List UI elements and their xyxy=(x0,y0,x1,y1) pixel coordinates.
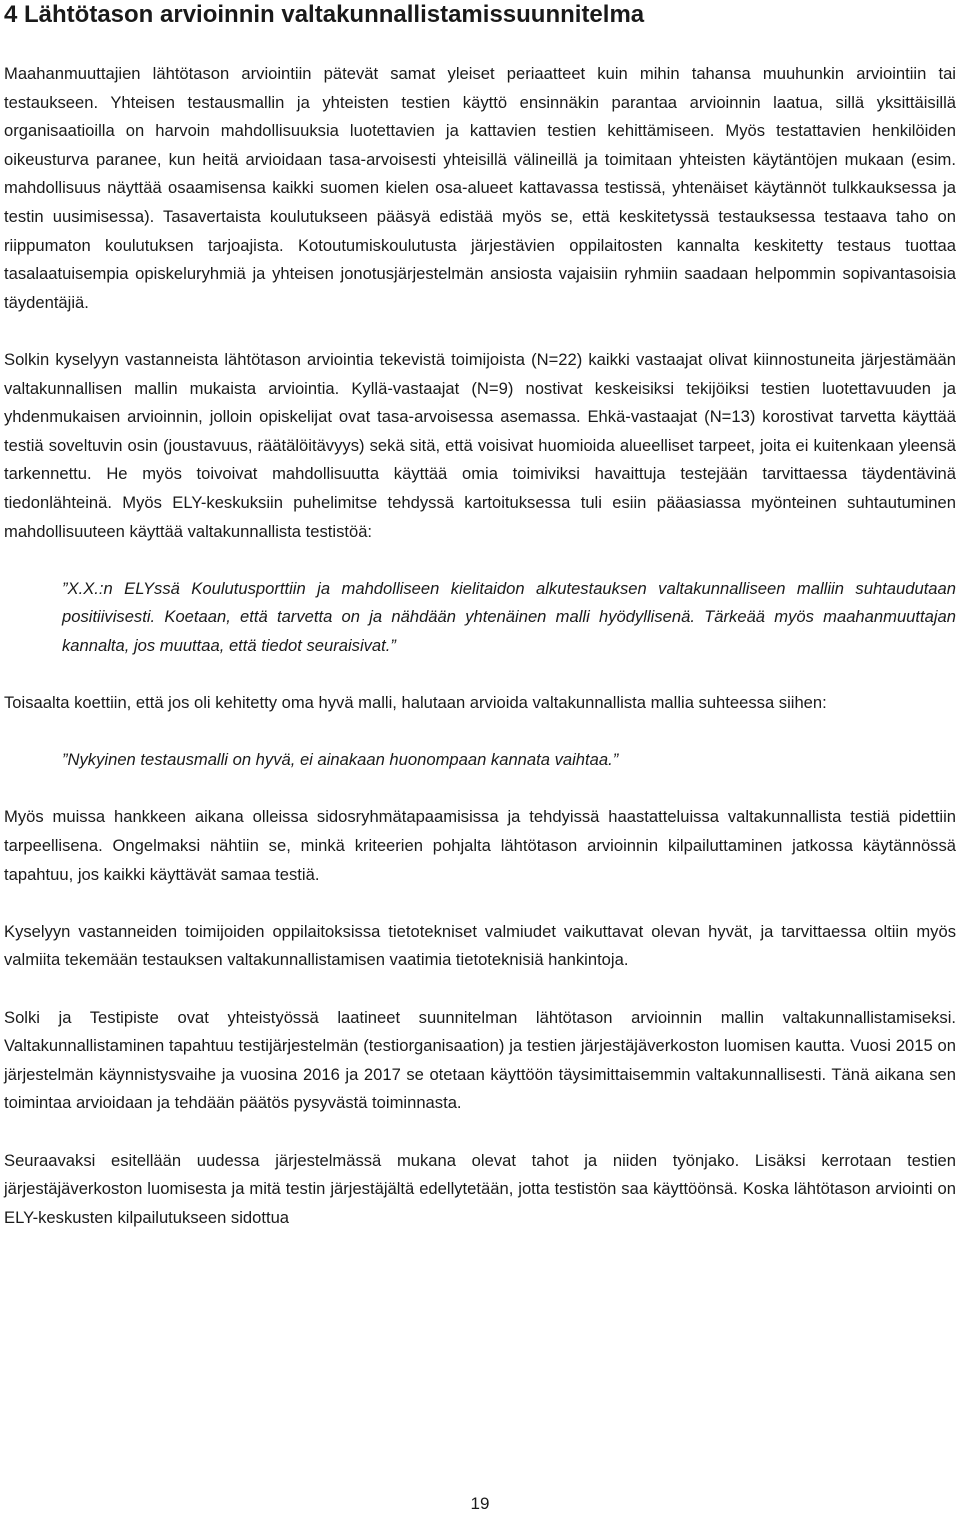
page-number: 19 xyxy=(470,1494,490,1513)
paragraph-it-readiness: Kyselyyn vastanneiden toimijoiden oppilaitoksissa tietotekniset valmiudet vaikuttavat olevan hyvät, ja tarvittaessa oltiin myös valmiita tekemään testauksen valtakunnallistamisen vaatimia tietoteknisiä hankintoja. xyxy=(4,921,956,970)
paragraph-survey: Solkin kyselyyn vastanneista lähtötason arviointia tekevistä toimijoista (N=22) kaikki vastaajat olivat kiinnostuneita järjestämään valtakunnallisen mallin mukaista arviointia. Kyllä-vastaajat (N=9) nostivat keskeisiksi tekijöiksi testien luotettavuuden ja yhdenmukaisen arvioinnin, jolloin opiskelijat ovat tasa-arvoisessa asemassa. Ehkä-vastaajat (N=13) korostivat tarvetta käyttää testiä soveltuvin osin (joustavuus, räätälöitävyys) sekä sitä, että voisivat huomioida alueelliset tarpeet, joita ei kuitenkaan yleensä tarkennettu. He myös toivoivat mahdollisuutta käyttää omia toimiviksi havaittuja testejään tarvittaessa täydentävinä tiedonlähteinä. Myös ELY-keskuksiin puhelimitse tehdyssä kartoituksessa tuli esiin pääasiassa myönteinen suhtautuminen mahdollisuuteen käyttää valtakunnallista testistöä: xyxy=(4,349,956,541)
quote-ely: ”X.X.:n ELYssä Koulutusporttiin ja mahdolliseen kielitaidon alkutestauksen valtakunnalliseen malliin suhtaudutaan positiivisesti. Koetaan, että tarvetta on ja nähdään yhtenäinen malli hyödyllisenä. Tärkeää myös maahanmuuttajan kannalta, jos muuttaa, että tiedot seuraisivat.” xyxy=(62,578,956,655)
paragraph-stakeholders: Myös muissa hankkeen aikana olleissa sidosryhmätapaamisissa ja tehdyissä haastatteluissa valtakunnallista testiä pidettiin tarpeellisena. Ongelmaksi nähtiin se, minkä kriteerien pohjalta lähtötason arvioinnin kilpailuttaminen jatkossa käytännössä tapahtuu, jos kaikki käyttävät samaa testiä. xyxy=(4,807,956,884)
body-text xyxy=(4,60,956,1261)
paragraph-on-the-other-hand: Toisaalta koettiin, että jos oli kehitetty oma hyvä malli, halutaan arvioida valtakunnallista mallia suhteessa siihen: xyxy=(4,693,827,713)
paragraph-next: Seuraavaksi esitellään uudessa järjestelmässä mukana olevat tahot ja niiden työnjako. Lisäksi kerrotaan testien järjestäjäverkoston luomisesta ja mitä testin järjestäjältä edellytetään, jotta testistön saa käyttöönsä. Koska lähtötason arviointi on ELY-keskusten kilpailutukseen sidottua xyxy=(4,1150,956,1227)
section-heading: 4 Lähtötason arvioinnin valtakunnallistamissuunnitelma xyxy=(4,1,645,28)
paragraph-intro: Maahanmuuttajien lähtötason arviointiin pätevät samat yleiset periaatteet kuin mihin tahansa muuhunkin arviointiin tai testaukseen. Yhteisen testausmallin ja yhteisten testien käyttö ensinnäkin parantaa arvioinnin laatua, sillä yksittäisillä organisaatioilla on harvoin mahdollisuuksia luotettavien ja kattavien testien kehittämiseen. Myös testattavien henkilöiden oikeusturva paranee, kun heitä arvioidaan tasa-arvoisesti yhteisillä välineillä ja toimitaan yhteisten käytäntöjen mukaan (esim. mahdollisuus näyttää osaamisensa kaikki suomen kielen osa-alueet kattavassa testissä, yhtenäiset käytännöt tulkkauksessa ja testin uusimisessa). Tasavertaista koulutukseen pääsyä edistää myös se, että keskitetyssä testauksessa testaava taho on riippumaton koulutuksen tarjoajista. Kotoutumiskoulutusta järjestävien oppilaitosten kannalta keskitetty testaus tuottaa tasalaatuisempia opiskeluryhmiä ja yhteisen jonotusjärjestelmän ansiosta vajaisiin ryhmiin saadaan helpommin sopivantasoisia täydentäjiä. xyxy=(4,64,956,312)
quote-current-model: ”Nykyinen testausmalli on hyvä, ei ainakaan huonompaan kannata vaihtaa.” xyxy=(62,750,619,770)
paragraph-plan: Solki ja Testipiste ovat yhteistyössä laatineet suunnitelman lähtötason arvioinnin mallin valtakunnallistamiseksi. Valtakunnallistaminen tapahtuu testijärjestelmän (testiorganisaation) ja testien järjestäjäverkoston luomisen kautta. Vuosi 2015 on järjestelmän käynnistysvaihe ja vuosina 2016 ja 2017 se otetaan käyttöön täysimittaisemmin valtakunnallisesti. Tänä aikana sen toimintaa arvioidaan ja tehdään päätös pysyvästä toiminnasta. xyxy=(4,1007,956,1113)
